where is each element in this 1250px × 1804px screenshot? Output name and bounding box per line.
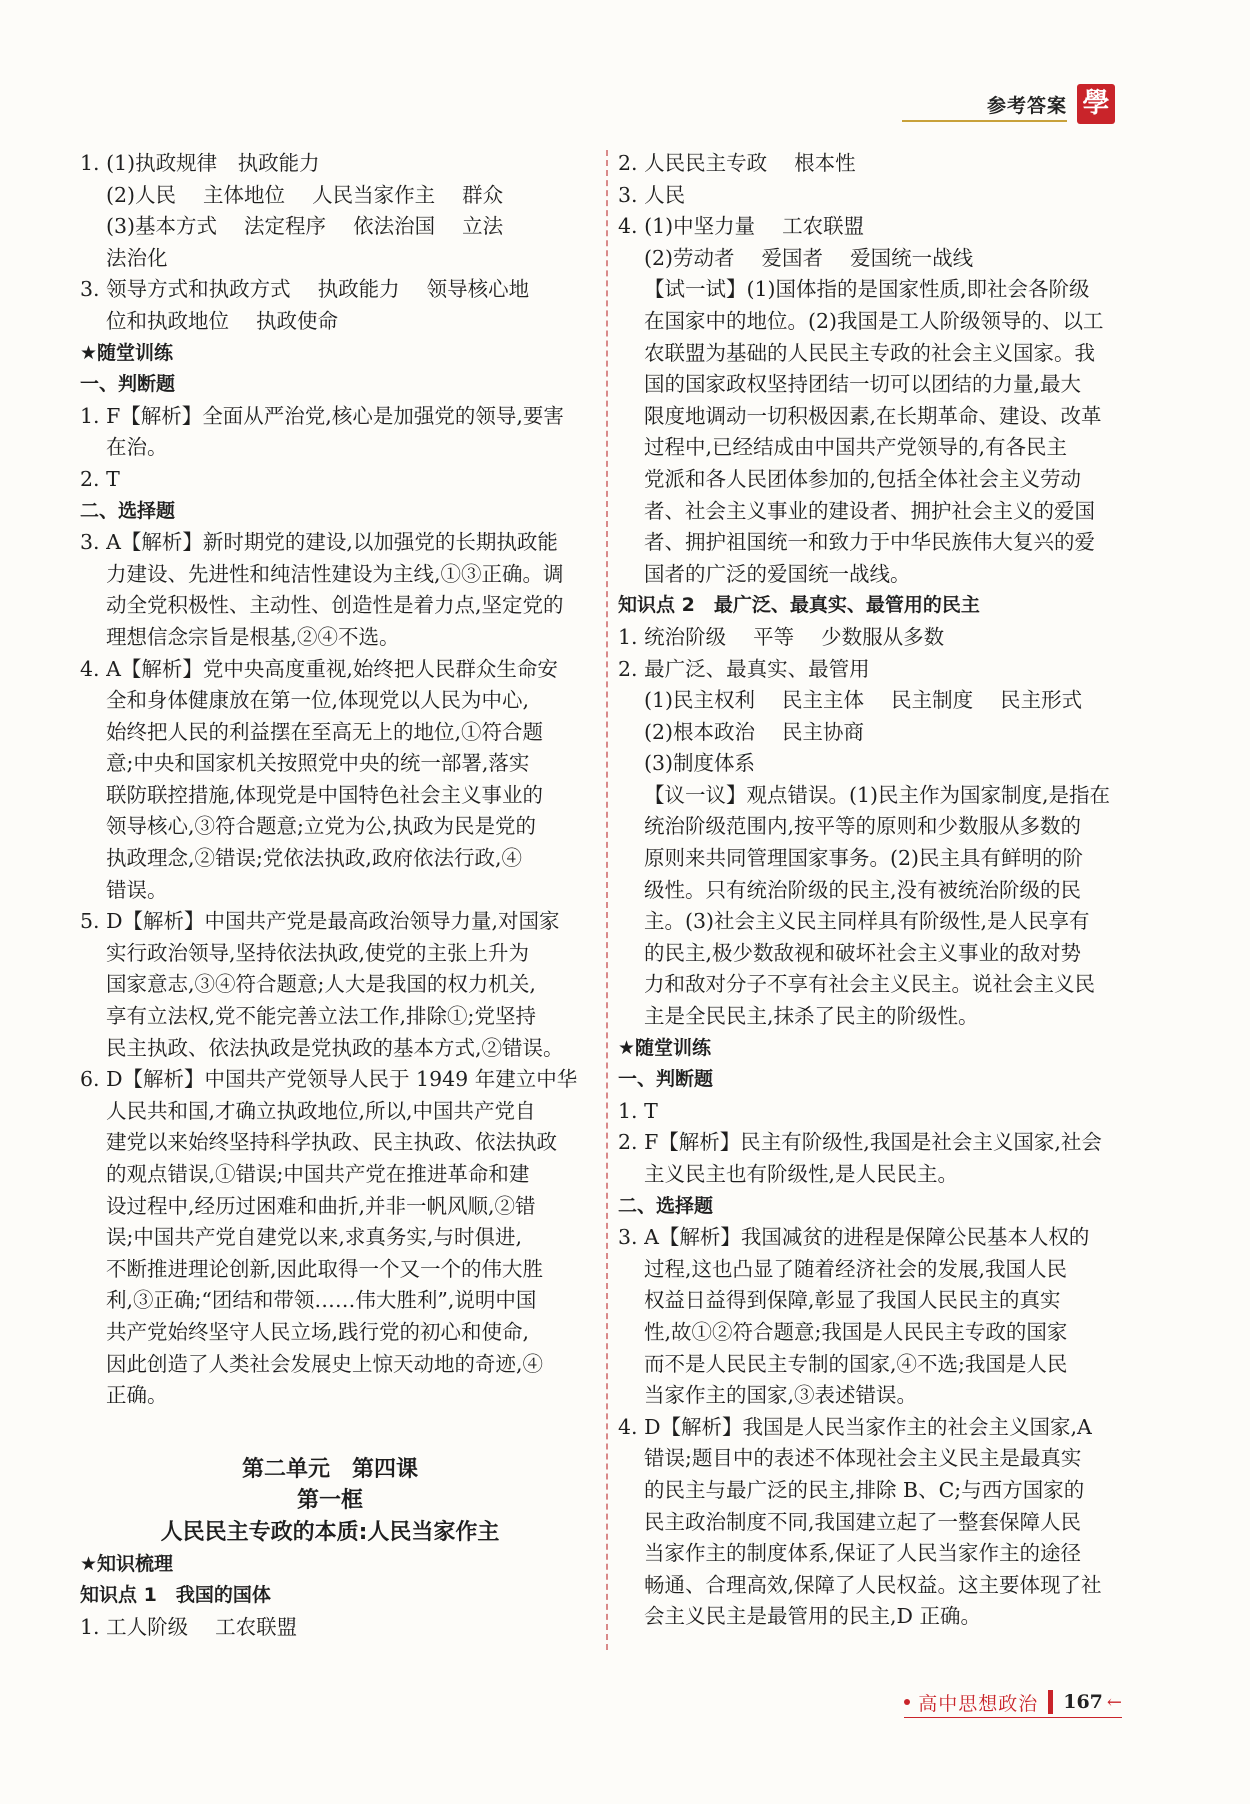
text-line: 2. T [80,466,120,491]
text-line: 原则来共同管理国家事务。(2)民主具有鲜明的阶 [644,846,1084,871]
text-line: 3. 领导方式和执政方式 执政能力 领导核心地 [80,277,530,302]
text-line: 者、社会主义事业的建设者、拥护社会主义的爱国 [644,498,1095,523]
heading-line: 二、选择题 [618,1194,714,1217]
text-line: 领导核心,③符合题意;立党为公,执政为民是党的 [106,814,536,839]
text-line: 国者的广泛的爱国统一战线。 [644,561,911,586]
text-line: 享有立法权,党不能完善立法工作,排除①;党坚持 [106,1004,536,1029]
heading-line: 知识点 2 最广泛、最真实、最管用的民主 [618,594,980,617]
text-line: 主义民主也有阶级性,是人民民主。 [644,1162,959,1186]
text-line: 始终把人民的利益摆在至高无上的地位,①符合题 [106,719,544,744]
text-line: 过程,这也凸显了随着经济社会的发展,我国人民 [644,1256,1068,1281]
text-line: 动全党积极性、主动性、创造性是着力点,坚定党的 [106,593,564,618]
text-line: (2)劳动者 爱国者 爱国统一战线 [644,245,974,270]
text-line: 在国家中的地位。(2)我国是工人阶级领导的、以工 [644,308,1104,333]
text-line: 民主执政、依法执政是党执政的基本方式,②错误。 [106,1035,564,1060]
text-line: 实行政治领导,坚持依法执政,使党的主张上升为 [106,940,530,965]
text-line: 利,③正确;“团结和带领……伟大胜利”,说明中国 [106,1288,537,1313]
text-line: 建党以来始终坚持科学执政、民主执政、依法执政 [106,1130,557,1155]
text-line: 全和身体健康放在第一位,体现党以人民为中心, [106,688,530,713]
footer-bar [1048,1690,1053,1714]
text-line: 权益日益得到保障,彰显了我国人民民主的真实 [644,1288,1061,1313]
text-line: 正确。 [106,1383,168,1408]
text-line: 误;中国共产党自建党以来,求真务实,与时俱进, [106,1225,522,1250]
text-line: 5. D【解析】中国共产党是最高政治领导力量,对国家 [80,909,560,934]
text-line: 不断推进理论创新,因此取得一个又一个的伟大胜 [106,1256,544,1281]
text-line: 1. (1)执政规律 执政能力 [80,151,320,175]
text-line: 3. A【解析】我国减贫的进程是保障公民基本人权的 [618,1225,1090,1250]
text-line: 【议一议】观点错误。(1)民主作为国家制度,是指在 [644,782,1111,807]
heading-line: 知识点 1 我国的国体 [80,1584,271,1607]
text-line: 过程中,已经结成由中国共产党领导的,有各民主 [644,435,1068,460]
footer-rule [904,1717,1122,1718]
text-line: 而不是人民民主专制的国家,④不选;我国是人民 [644,1351,1068,1376]
text-line: 人民共和国,才确立执政地位,所以,中国共产党自 [106,1098,536,1123]
text-line: 2. F【解析】民主有阶级性,我国是社会主义国家,社会 [618,1130,1102,1155]
text-line: 力和敌对分子不享有社会主义民主。说社会主义民 [644,972,1095,997]
text-line: 4. D【解析】我国是人民当家作主的社会主义国家,A [618,1414,1092,1439]
header-rule [902,120,1067,122]
text-line: 在治。 [106,435,168,460]
text-line: 国的国家政权坚持团结一切可以团结的力量,最大 [644,372,1082,397]
text-line: 联防联控措施,体现党是中国特色社会主义事业的 [106,782,544,807]
text-line: 主。(3)社会主义民主同样具有阶级性,是人民享有 [644,909,1090,934]
text-line: (3)基本方式 法定程序 依法治国 立法 [106,214,504,239]
text-line: 1. 工人阶级 工农联盟 [80,1614,298,1639]
heading-line: 人民民主专政的本质:人民当家作主 [160,1519,500,1545]
text-line: 的民主与最广泛的民主,排除 B、C;与西方国家的 [644,1477,1085,1502]
header-title: 参考答案 [986,94,1067,117]
text-line: 力建设、先进性和纯洁性建设为主线,①③正确。调 [106,561,564,586]
text-line: 民主政治制度不同,我国建立起了一整套保障人民 [644,1509,1082,1534]
right-column [618,148,1130,1633]
page-number: 167 [1063,1691,1103,1713]
text-line: 者、拥护祖国统一和致力于中华民族伟大复兴的爱 [644,530,1095,555]
heading-line: 第二单元 第四课 [241,1456,418,1482]
text-line: 统治阶级范围内,按平等的原则和少数服从多数的 [644,814,1082,839]
page-header [987,82,1115,126]
text-line: 位和执政地位 执政使命 [106,308,339,333]
text-line: 级性。只有统治阶级的民主,没有被统治阶级的民 [644,877,1082,902]
text-line: 畅通、合理高效,保障了人民权益。这主要体现了社 [644,1572,1102,1597]
text-line: 党派和各人民团体参加的,包括全体社会主义劳动 [644,466,1082,491]
column-divider [606,150,608,1650]
text-line: 当家作主的国家,③表述错误。 [644,1383,918,1408]
heading-line: 第一框 [296,1488,363,1514]
text-line: 会主义民主是最管用的民主,D 正确。 [644,1604,981,1629]
arrow-left-icon: ← [1106,1691,1122,1713]
text-line: 因此创造了人类社会发展史上惊天动地的奇迹,④ [106,1351,544,1376]
heading-line: 一、判断题 [80,373,176,396]
text-line: 国家意志,③④符合题意;人大是我国的权力机关, [106,972,536,997]
text-line: 设过程中,经历过困难和曲折,并非一帆风顺,②错 [106,1193,536,1218]
text-line: 当家作主的制度体系,保证了人民当家作主的途径 [644,1541,1082,1566]
text-line: 2. 人民民主专政 根本性 [618,151,856,175]
heading-line: ★随堂训练 [618,1036,712,1059]
text-line: 错误;题目中的表述不体现社会主义民主是最真实 [644,1446,1082,1471]
text-line: 3. A【解析】新时期党的建设,以加强党的长期执政能 [80,530,558,555]
text-line: (3)制度体系 [644,751,756,776]
text-line: 执政理念,②错误;党依法执政,政府依法行政,④ [106,846,522,871]
left-column [80,148,580,1643]
heading-line: 一、判断题 [618,1068,714,1091]
text-line: 限度地调动一切积极因素,在长期革命、建设、改革 [644,403,1102,428]
text-line: 法治化 [106,245,168,270]
text-line [80,1412,580,1454]
heading-line: ★随堂训练 [80,341,174,364]
text-line: 1. F【解析】全面从严治党,核心是加强党的领导,要害 [80,403,564,428]
text-line: 【试一试】(1)国体指的是国家性质,即社会各阶级 [644,277,1090,302]
text-line: 4. (1)中坚力量 工农联盟 [618,214,865,239]
text-line: 的民主,极少数敌视和破坏社会主义事业的敌对势 [644,940,1082,965]
xue-logo-icon: 學 [1077,84,1115,124]
text-line: (2)人民 主体地位 人民当家作主 群众 [106,182,504,207]
text-line: 6. D【解析】中国共产党领导人民于 1949 年建立中华 [80,1067,578,1092]
text-line: 农联盟为基础的人民民主专政的社会主义国家。我 [644,340,1095,365]
text-line: 1. 统治阶级 平等 少数服从多数 [618,624,945,649]
text-line: 3. 人民 [618,182,686,207]
heading-line: 二、选择题 [80,499,176,522]
text-line: 1. T [618,1098,658,1123]
text-line: 4. A【解析】党中央高度重视,始终把人民群众生命安 [80,656,558,681]
text-line: 的观点错误,①错误;中国共产党在推进革命和建 [106,1162,530,1186]
text-line: 主是全民民主,抹杀了民主的阶级性。 [644,1004,979,1029]
page-footer [904,1686,1122,1718]
text-line: 共产党始终坚守人民立场,践行党的初心和使命, [106,1319,530,1344]
text-line: 2. 最广泛、最真实、最管用 [618,656,870,681]
text-line: 性,故①②符合题意;我国是人民民主专政的国家 [644,1319,1068,1344]
footer-subject: 高中思想政治 [918,1692,1039,1715]
footer-dot-icon [904,1699,910,1705]
text-line: 意;中央和国家机关按照党中央的统一部署,落实 [106,751,530,776]
text-line: 错误。 [106,877,168,902]
heading-line: ★知识梳理 [80,1552,174,1575]
text-line: 理想信念宗旨是根基,②④不选。 [106,624,400,649]
text-line: (1)民主权利 民主主体 民主制度 民主形式 [644,688,1083,713]
text-line: (2)根本政治 民主协商 [644,719,865,744]
